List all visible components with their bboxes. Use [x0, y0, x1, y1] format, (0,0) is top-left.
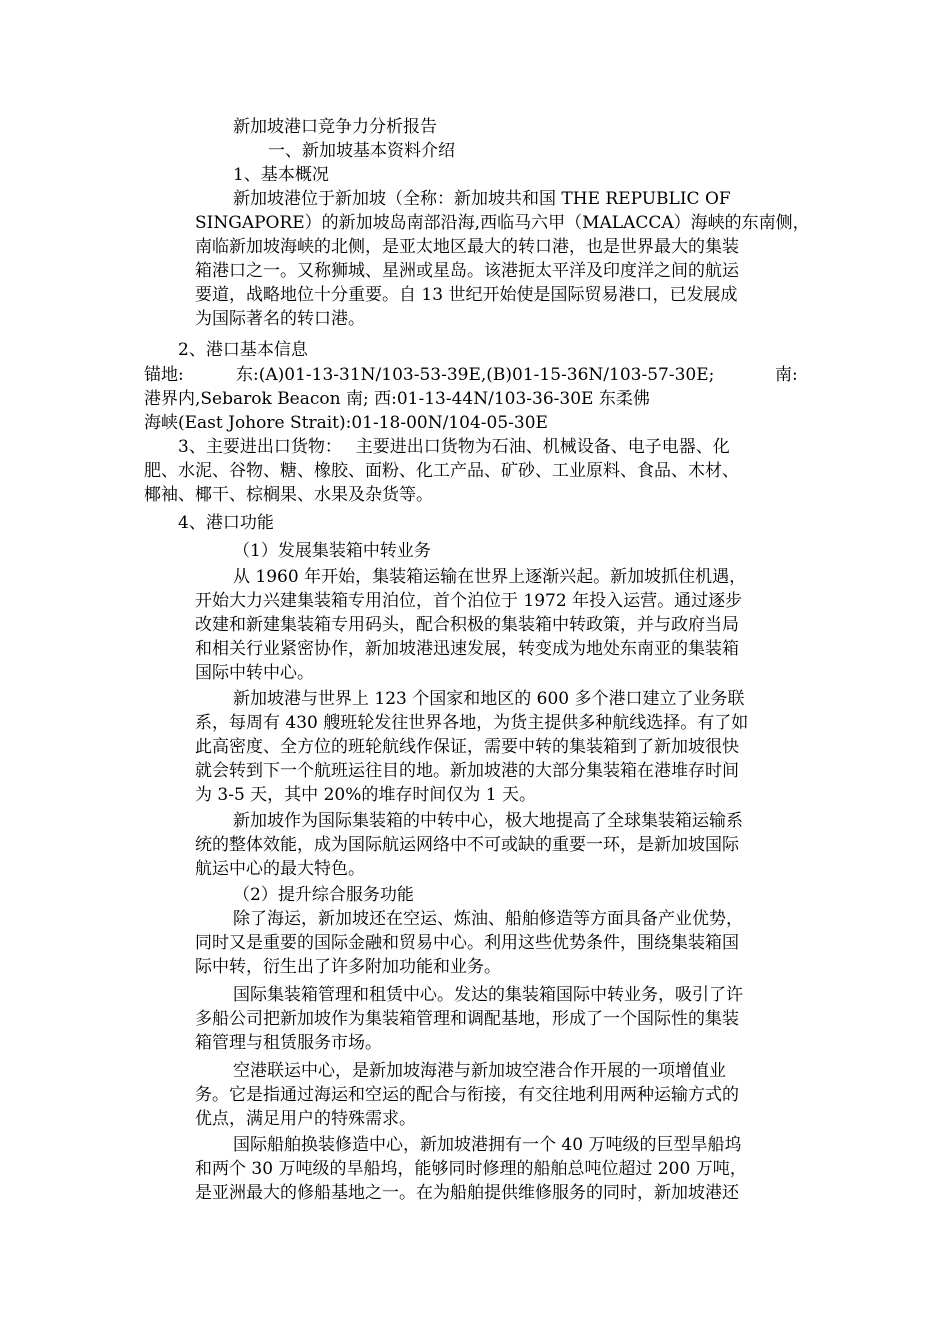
subsection-heading: 2、港口基本信息: [178, 340, 308, 360]
paragraph-line: 和两个 30 万吨级的旱船坞，能够同时修理的船舶总吨位超过 200 万吨，: [195, 1159, 747, 1179]
paragraph-line: 要道，战略地位十分重要。自 13 世纪开始使是国际贸易港口，已发展成: [195, 285, 738, 305]
paragraph-line: 务。它是指通过海运和空运的配合与衔接，有交往地利用两种运输方式的: [195, 1085, 739, 1105]
paragraph-line: 港界内,Sebarok Beacon 南; 西:01-13-44N/103-36-30E 东柔佛: [144, 389, 650, 409]
section-heading: 一、新加坡基本资料介绍: [268, 141, 455, 161]
paragraph-line: 新加坡港位于新加坡（全称：新加坡共和国 THE REPUBLIC OF: [233, 189, 731, 209]
subsection-heading: 1、基本概况: [233, 165, 329, 185]
paragraph-line: 椰袖、椰干、棕榈果、水果及杂货等。: [144, 485, 433, 505]
paragraph-line: 多船公司把新加坡作为集装箱管理和调配基地，形成了一个国际性的集装: [195, 1009, 739, 1029]
paragraph-line: 系，每周有 430 艘班轮发往世界各地，为货主提供多种航线选择。有了如: [195, 713, 749, 733]
paragraph-line: 就会转到下一个航班运往目的地。新加坡港的大部分集装箱在港堆存时间: [195, 761, 739, 781]
paragraph-line: 同时又是重要的国际金融和贸易中心。利用这些优势条件，围绕集装箱国: [195, 933, 739, 953]
paragraph-line: 国际集装箱管理和租赁中心。发达的集装箱国际中转业务，吸引了许: [233, 985, 743, 1005]
subsection-heading: （1）发展集装箱中转业务: [233, 541, 431, 561]
paragraph-line: 改建和新建集装箱专用码头，配合积极的集装箱中转政策，并与政府当局: [195, 615, 739, 635]
document-title: 新加坡港口竞争力分析报告: [233, 117, 437, 137]
paragraph-line: 和相关行业紧密协作，新加坡港迅速发展，转变成为地处东南亚的集装箱: [195, 639, 739, 659]
paragraph-line: 统的整体效能，成为国际航运网络中不可或缺的重要一环，是新加坡国际: [195, 835, 739, 855]
paragraph-line: 肥、水泥、谷物、糖、橡胶、面粉、化工产品、矿砂、工业原料、食品、木材、: [144, 461, 739, 481]
paragraph-line: 国际中转中心。: [195, 663, 314, 683]
anchor-east: 东:(A)01-13-31N/103-53-39E,(B)01-15-36N/103-57-30E;: [236, 365, 715, 385]
paragraph-line: 优点，满足用户的特殊需求。: [195, 1109, 416, 1129]
anchor-south-label: 南:: [775, 365, 798, 385]
paragraph-line: 箱港口之一。又称狮城、星洲或星岛。该港扼太平洋及印度洋之间的航运: [195, 261, 739, 281]
paragraph-line: 除了海运，新加坡还在空运、炼油、船舶修造等方面具备产业优势，: [233, 909, 743, 929]
paragraph-line: 新加坡作为国际集装箱的中转中心，极大地提高了全球集装箱运输系: [233, 811, 743, 831]
paragraph-line: 是亚洲最大的修船基地之一。在为船舶提供维修服务的同时，新加坡港还: [195, 1183, 739, 1203]
paragraph-line: 从 1960 年开始，集装箱运输在世界上逐渐兴起。新加坡抓住机遇，: [233, 567, 747, 587]
subsection-heading: （2）提升综合服务功能: [233, 885, 414, 905]
paragraph-line: 此高密度、全方位的班轮航线作保证，需要中转的集装箱到了新加坡很快: [195, 737, 739, 757]
paragraph-line: 南临新加坡海峡的北侧，是亚太地区最大的转口港，也是世界最大的集装: [195, 237, 739, 257]
paragraph-line: 空港联运中心，是新加坡海港与新加坡空港合作开展的一项增值业: [233, 1061, 726, 1081]
paragraph-line: 航运中心的最大特色。: [195, 859, 365, 879]
paragraph-line: 为国际著名的转口港。: [195, 309, 365, 329]
subsection-heading: 4、港口功能: [178, 513, 274, 533]
paragraph-line: 海峡(East Johore Strait):01-18-00N/104-05-30E: [144, 413, 548, 433]
paragraph-line: 新加坡港与世界上 123 个国家和地区的 600 多个港口建立了业务联: [233, 689, 745, 709]
anchor-label: 锚地:: [144, 365, 184, 385]
paragraph-line: SINGAPORE）的新加坡岛南部沿海,西临马六甲（MALACCA）海峡的东南侧，: [195, 213, 810, 233]
paragraph-line: 为 3-5 天，其中 20%的堆存时间仅为 1 天。: [195, 785, 536, 805]
paragraph-line: 箱管理与租赁服务市场。: [195, 1033, 382, 1053]
paragraph-line: 国际船舶换装修造中心，新加坡港拥有一个 40 万吨级的巨型旱船坞: [233, 1135, 742, 1155]
paragraph-line: 开始大力兴建集装箱专用泊位，首个泊位于 1972 年投入运营。通过逐步: [195, 591, 743, 611]
paragraph-line: 3、主要进出口货物： 主要进出口货物为石油、机械设备、电子电器、化: [178, 437, 730, 457]
paragraph-line: 际中转，衍生出了许多附加功能和业务。: [195, 957, 501, 977]
